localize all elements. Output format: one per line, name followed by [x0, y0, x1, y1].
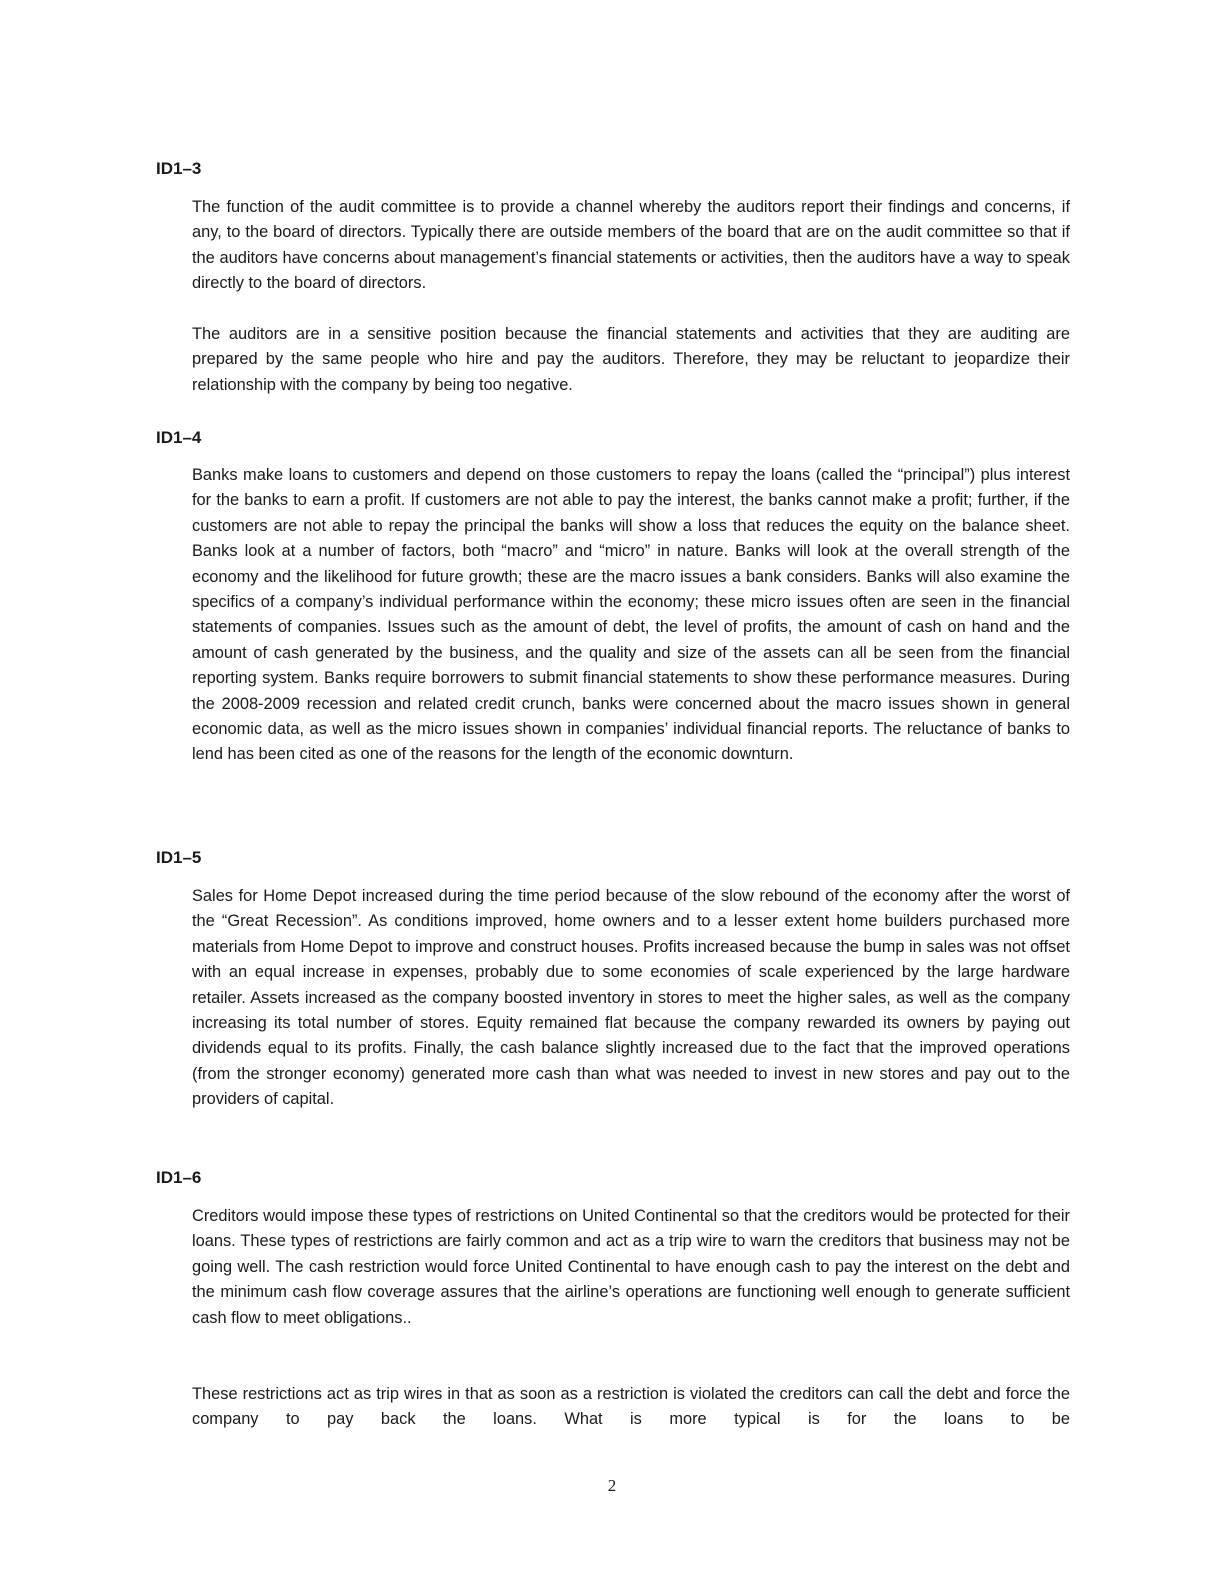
page-number: 2 [607, 1476, 617, 1495]
section-paragraph: The function of the audit committee is to provide a channel whereby the auditors report their findings and concerns, if any, to the board of directors. Typically there are outside members of the board that are on the audit committee so that if the auditors have concerns about management’s financial statements or activities, then the auditors have a way to speak directly to the board of directors. [192, 198, 1070, 293]
section-paragraph: The auditors are in a sensitive position because the financial statements and activities that they are auditing are prepared by the same people who hire and pay the auditors. Therefore, they may be reluctant to jeopardize their relationship with the company by being too negative. [192, 325, 1070, 394]
section-heading-id1-6: ID1–6 [156, 1168, 202, 1187]
section-heading-id1-5: ID1–5 [156, 848, 202, 867]
section-paragraph: Banks make loans to customers and depend on those customers to repay the loans (called the “principal”) plus interest for the banks to earn a profit. If customers are not able to pay the interest, the banks cannot make a profit; further, if the customers are not able to repay the principal the banks will show a loss that reduces the equity on the balance sheet. Banks look at a number of factors, both “macro” and “micro” in nature. Banks will look at the overall strength of the economy and the likelihood for future growth; these are the macro issues a bank considers. Banks will also examine the specifics of a company’s individual performance within the economy; these micro issues often are seen in the financial statements of companies. Issues such as the amount of debt, the level of profits, the amount of cash on hand and the amount of cash generated by the business, and the quality and size of the assets can all be seen from the financial reporting system. Banks require borrowers to submit financial statements to show these performance measures. During the 2008-2009 recession and related credit crunch, banks were concerned about the macro issues shown in general economic data, as well as the micro issues shown in companies’ individual financial reports. The reluctance of banks to lend has been cited as one of the reasons for the length of the economic downturn. [192, 466, 1070, 764]
section-paragraph: These restrictions act as trip wires in that as soon as a restriction is violated the creditors can call the debt and force the company to pay back the loans. What is more typical is for the loans to be [192, 1385, 1070, 1429]
section-heading-id1-3: ID1–3 [156, 159, 202, 178]
section-paragraph: Creditors would impose these types of restrictions on United Continental so that the creditors would be protected for their loans. These types of restrictions are fairly common and act as a trip wire to warn the creditors that business may not be going well. The cash restriction would force United Continental to have enough cash to pay the interest on the debt and the minimum cash flow coverage assures that the airline’s operations are functioning well enough to generate sufficient cash flow to meet obligations.. [192, 1207, 1070, 1327]
section-heading-id1-4: ID1–4 [156, 428, 202, 447]
section-paragraph: Sales for Home Depot increased during the time period because of the slow rebound of the economy after the worst of the “Great Recession”. As conditions improved, home owners and to a lesser extent home builders purchased more materials from Home Depot to improve and construct houses. Profits increased because the bump in sales was not offset with an equal increase in expenses, probably due to some economies of scale experienced by the large hardware retailer. Assets increased as the company boosted inventory in stores to meet the higher sales, as well as the company increasing its total number of stores. Equity remained flat because the company rewarded its owners by paying out dividends equal to its profits. Finally, the cash balance slightly increased due to the fact that the improved operations (from the stronger economy) generated more cash than what was needed to invest in new stores and pay out to the providers of capital. [192, 887, 1070, 1109]
